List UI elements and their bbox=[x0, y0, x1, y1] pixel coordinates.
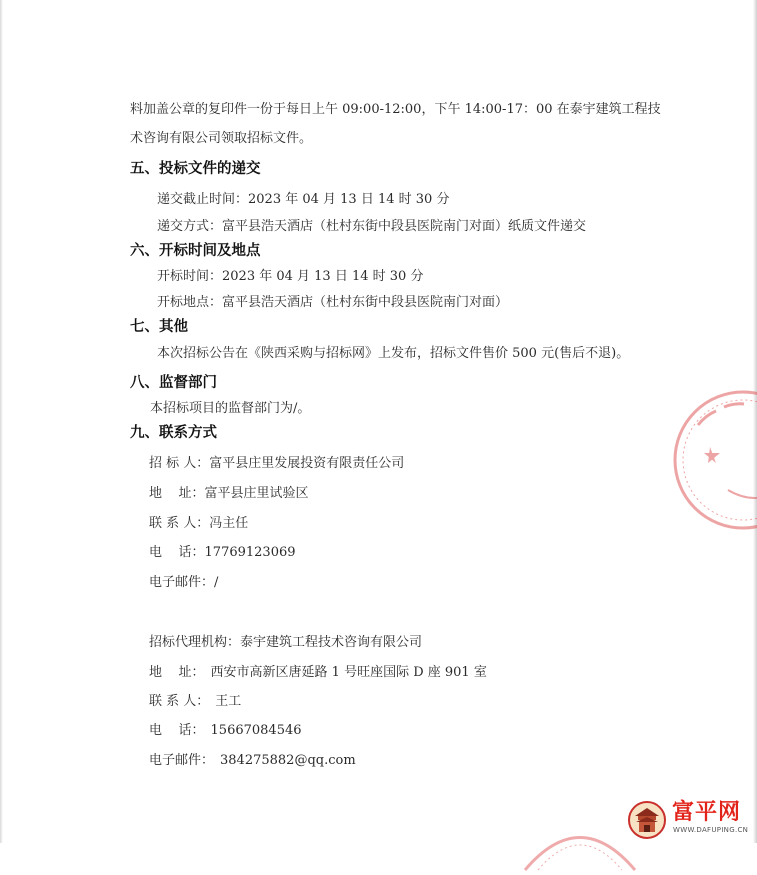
tenderer-name-value: 富平县庄里发展投资有限责任公司 bbox=[209, 456, 405, 471]
agency-contact-label: 联 系 人： bbox=[149, 694, 210, 709]
tenderer-name-row bbox=[149, 456, 404, 472]
tenderer-contact-label: 联 系 人： bbox=[149, 516, 210, 531]
agency-contact-row bbox=[149, 694, 241, 710]
section-6-heading: 六、开标时间及地点 bbox=[130, 243, 261, 259]
agency-name-value: 泰宇建筑工程技术咨询有限公司 bbox=[240, 635, 423, 650]
opening-place: 开标地点：富平县浩天酒店（杜村东街中段县医院南门对面） bbox=[157, 295, 509, 310]
tenderer-email-row bbox=[149, 575, 218, 591]
tenderer-contact-row bbox=[149, 516, 248, 532]
page-edge-left bbox=[0, 0, 3, 843]
submission-method: 递交方式：富平县浩天酒店（杜村东街中段县医院南门对面）纸质文件递交 bbox=[157, 219, 587, 234]
agency-contact-value: 王工 bbox=[215, 694, 242, 709]
tenderer-email-value: / bbox=[214, 575, 219, 590]
agency-address-row bbox=[149, 665, 487, 681]
tenderer-phone-row bbox=[149, 545, 296, 561]
submission-deadline: 递交截止时间：2023 年 04 月 13 日 14 时 30 分 bbox=[157, 192, 450, 207]
agency-email-label: 电子邮件： bbox=[149, 753, 215, 768]
tenderer-address-label: 地 址： bbox=[149, 486, 205, 501]
site-name: 富平网 bbox=[672, 800, 742, 825]
agency-name-label: 招标代理机构： bbox=[149, 635, 241, 650]
agency-address-label: 地 址： bbox=[149, 665, 205, 680]
agency-email-row bbox=[149, 753, 356, 769]
tenderer-contact-value: 冯主任 bbox=[209, 516, 249, 531]
tenderer-phone-value: 17769123069 bbox=[204, 545, 296, 560]
gate-tower-icon bbox=[627, 800, 667, 840]
agency-phone-row bbox=[149, 723, 302, 739]
supervision-text: 本招标项目的监督部门为/。 bbox=[150, 401, 311, 416]
agency-phone-label: 电 话： bbox=[149, 723, 205, 738]
tenderer-name-label: 招 标 人： bbox=[149, 456, 210, 471]
agency-email-value: 384275882@qq.com bbox=[220, 753, 356, 768]
agency-phone-value: 15667084546 bbox=[210, 723, 302, 738]
agency-address-value: 西安市高新区唐延路 1 号旺座国际 D 座 901 室 bbox=[210, 665, 487, 680]
section-8-heading: 八、监督部门 bbox=[130, 375, 217, 391]
section-7-heading: 七、其他 bbox=[130, 319, 188, 335]
section-9-heading: 九、联系方式 bbox=[130, 425, 217, 441]
paragraph-line-2: 术咨询有限公司领取招标文件。 bbox=[130, 131, 313, 146]
site-logo bbox=[627, 800, 755, 840]
company-seal-icon bbox=[668, 385, 757, 535]
tenderer-address-value: 富平县庄里试验区 bbox=[204, 486, 309, 501]
section-5-heading: 五、投标文件的递交 bbox=[130, 161, 261, 177]
site-url: WWW.DAFUPING.CN bbox=[673, 826, 749, 834]
tenderer-address-row bbox=[149, 486, 309, 502]
opening-time: 开标时间：2023 年 04 月 13 日 14 时 30 分 bbox=[157, 269, 424, 284]
agency-name-row bbox=[149, 635, 422, 651]
tenderer-email-label: 电子邮件： bbox=[149, 575, 215, 590]
tenderer-phone-label: 电 话： bbox=[149, 545, 205, 560]
bottom-seal-icon bbox=[520, 815, 640, 875]
other-text: 本次招标公告在《陕西采购与招标网》上发布，招标文件售价 500 元(售后不退)。 bbox=[157, 346, 630, 361]
paragraph-line-1: 料加盖公章的复印件一份于每日上午 09:00-12:00，下午 14:00-17：00 在泰宇建筑工程技 bbox=[130, 102, 661, 117]
